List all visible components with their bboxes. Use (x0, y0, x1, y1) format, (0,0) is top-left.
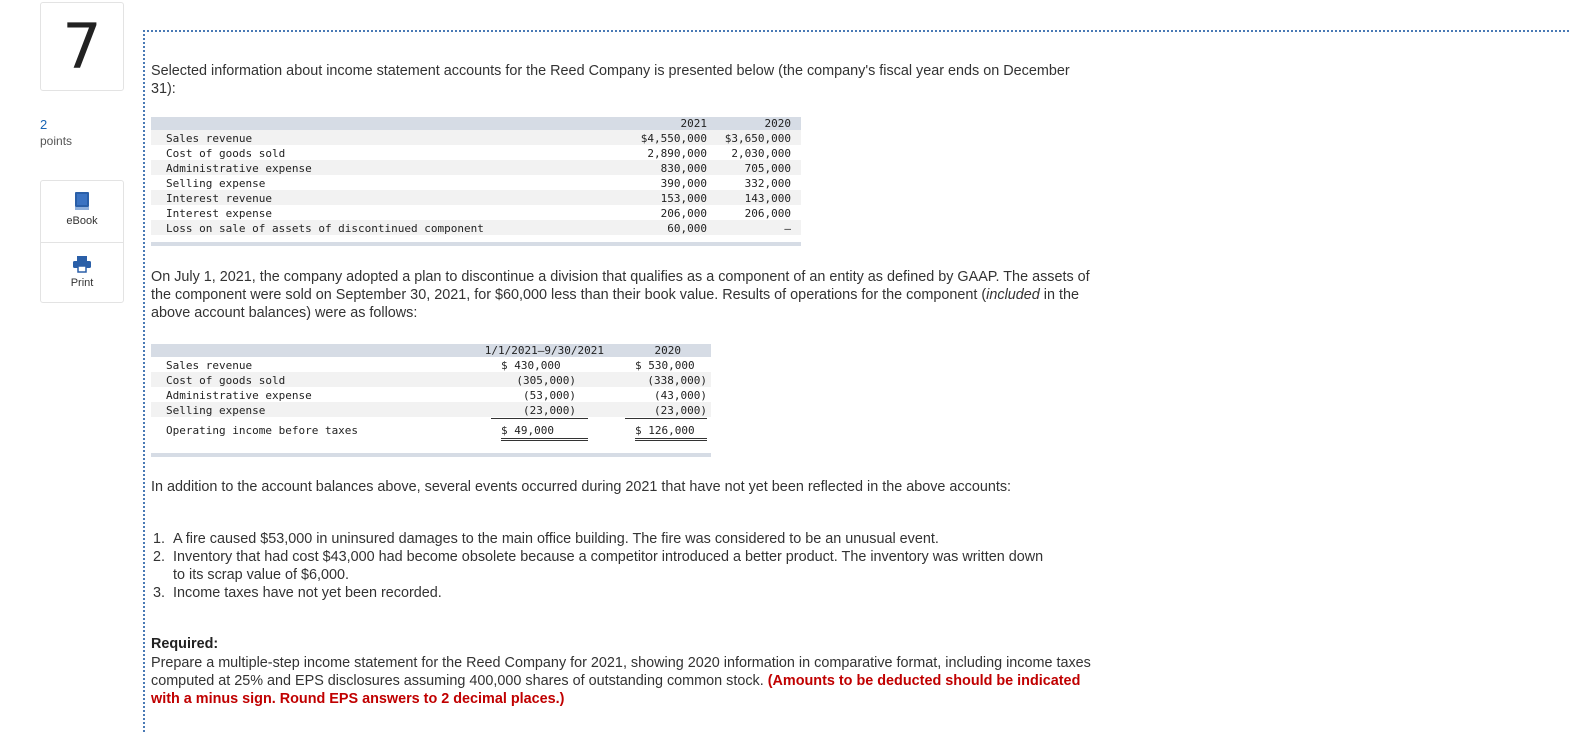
intro-text: Selected information about income statement accounts for the Reed Company is presented below (the company's fiscal year ends on December 31): (151, 63, 1070, 97)
table-cell: $4,550,000 (640, 132, 707, 145)
total-label: Operating income before taxes (166, 424, 359, 437)
list-item: 2. Inventory that had cost $43,000 had become obsolete because a competitor introduced a better product. The inventory was written down to its scrap value of $6,000. (153, 549, 1044, 583)
question-number: 7 (40, 2, 124, 91)
table-row-label: Interest revenue (166, 192, 272, 205)
table-cell: 143,000 (744, 192, 791, 205)
question-content (143, 30, 1569, 732)
print-label: Print (70, 277, 94, 289)
list-item: 1. A fire caused $53,000 in uninsured damages to the main office building. The fire was considered to be an unusual event. (153, 531, 939, 547)
table-row-label: Loss on sale of assets of discontinued component (166, 222, 484, 235)
account-balances-table (151, 117, 801, 249)
table-cell: (305,000) (516, 374, 576, 387)
required-title: Required: (151, 636, 219, 652)
header-2020: 2020 (654, 344, 681, 357)
required-text: Prepare a multiple-step income statement for the Reed Company for 2021, showing 2020 information in comparative format, including income taxes computed at 25% and EPS disclosures assuming 400,000 shares of outstanding common stock. (Amounts to be deducted should be indicated with a minus sign. Round EPS answers to 2 decimal places.) (151, 655, 1091, 707)
table-cell: $ 430,000 (501, 359, 561, 372)
list-item: 3. Income taxes have not yet been recorded. (153, 585, 442, 601)
table-cell: $ 530,000 (635, 359, 695, 372)
tools-panel (40, 180, 124, 303)
points-value: 2 (40, 117, 48, 132)
table-cell: – (784, 222, 791, 235)
table-cell: 830,000 (660, 162, 707, 175)
table-cell: (53,000) (523, 389, 576, 402)
points-label: points (40, 134, 73, 148)
printer-icon (72, 255, 92, 273)
table-cell: (23,000) (491, 403, 588, 419)
component-results-table (151, 344, 711, 458)
total-cell: $ 126,000 (635, 423, 707, 441)
discontinued-text: On July 1, 2021, the company adopted a plan to discontinue a division that qualifies as a component of an entity as defined by GAAP. The assets of the component were sold on September 30, 2021, for $60,000 less than their book value. Results of operations for the component (included in the above account balances) were as follows: (151, 269, 1090, 321)
table-row-label: Selling expense (166, 177, 266, 190)
table-cell: 705,000 (744, 162, 791, 175)
events-list (153, 530, 1053, 602)
table-cell: (23,000) (625, 403, 707, 419)
table-row-label: Cost of goods sold (166, 374, 286, 387)
table-cell: 2,890,000 (647, 147, 707, 160)
header-2020: 2020 (764, 117, 791, 130)
header-period: 1/1/2021–9/30/2021 (484, 344, 604, 357)
ebook-label: eBook (66, 215, 98, 227)
table-cell: (43,000) (654, 389, 707, 402)
table-cell: 60,000 (667, 222, 707, 235)
ebook-button[interactable] (41, 191, 123, 241)
table-row-label: Sales revenue (166, 132, 253, 145)
table-row-label: Selling expense (166, 404, 266, 417)
table-cell: 332,000 (744, 177, 791, 190)
table-row-label: Administrative expense (166, 389, 312, 402)
table-row-label: Cost of goods sold (166, 147, 286, 160)
total-cell: $ 49,000 (501, 423, 588, 441)
table-cell: $3,650,000 (724, 132, 791, 145)
table-cell: 206,000 (744, 207, 791, 220)
table-cell: 206,000 (660, 207, 707, 220)
print-button[interactable] (41, 242, 123, 302)
header-2021: 2021 (680, 117, 707, 130)
table-row-label: Administrative expense (166, 162, 312, 175)
book-icon (74, 191, 90, 211)
additional-events-text: In addition to the account balances above, several events occurred during 2021 that have not yet been reflected in the above accounts: (151, 479, 1012, 495)
table-cell: 153,000 (660, 192, 707, 205)
required-note: (Amounts to be deducted should be indicated with a minus sign. Round EPS answers to 2 decimal places.) (151, 673, 1081, 707)
table-cell: (338,000) (647, 374, 707, 387)
table-cell: 2,030,000 (731, 147, 791, 160)
table-row-label: Sales revenue (166, 359, 253, 372)
table-cell: 390,000 (660, 177, 707, 190)
table-row-label: Interest expense (166, 207, 272, 220)
